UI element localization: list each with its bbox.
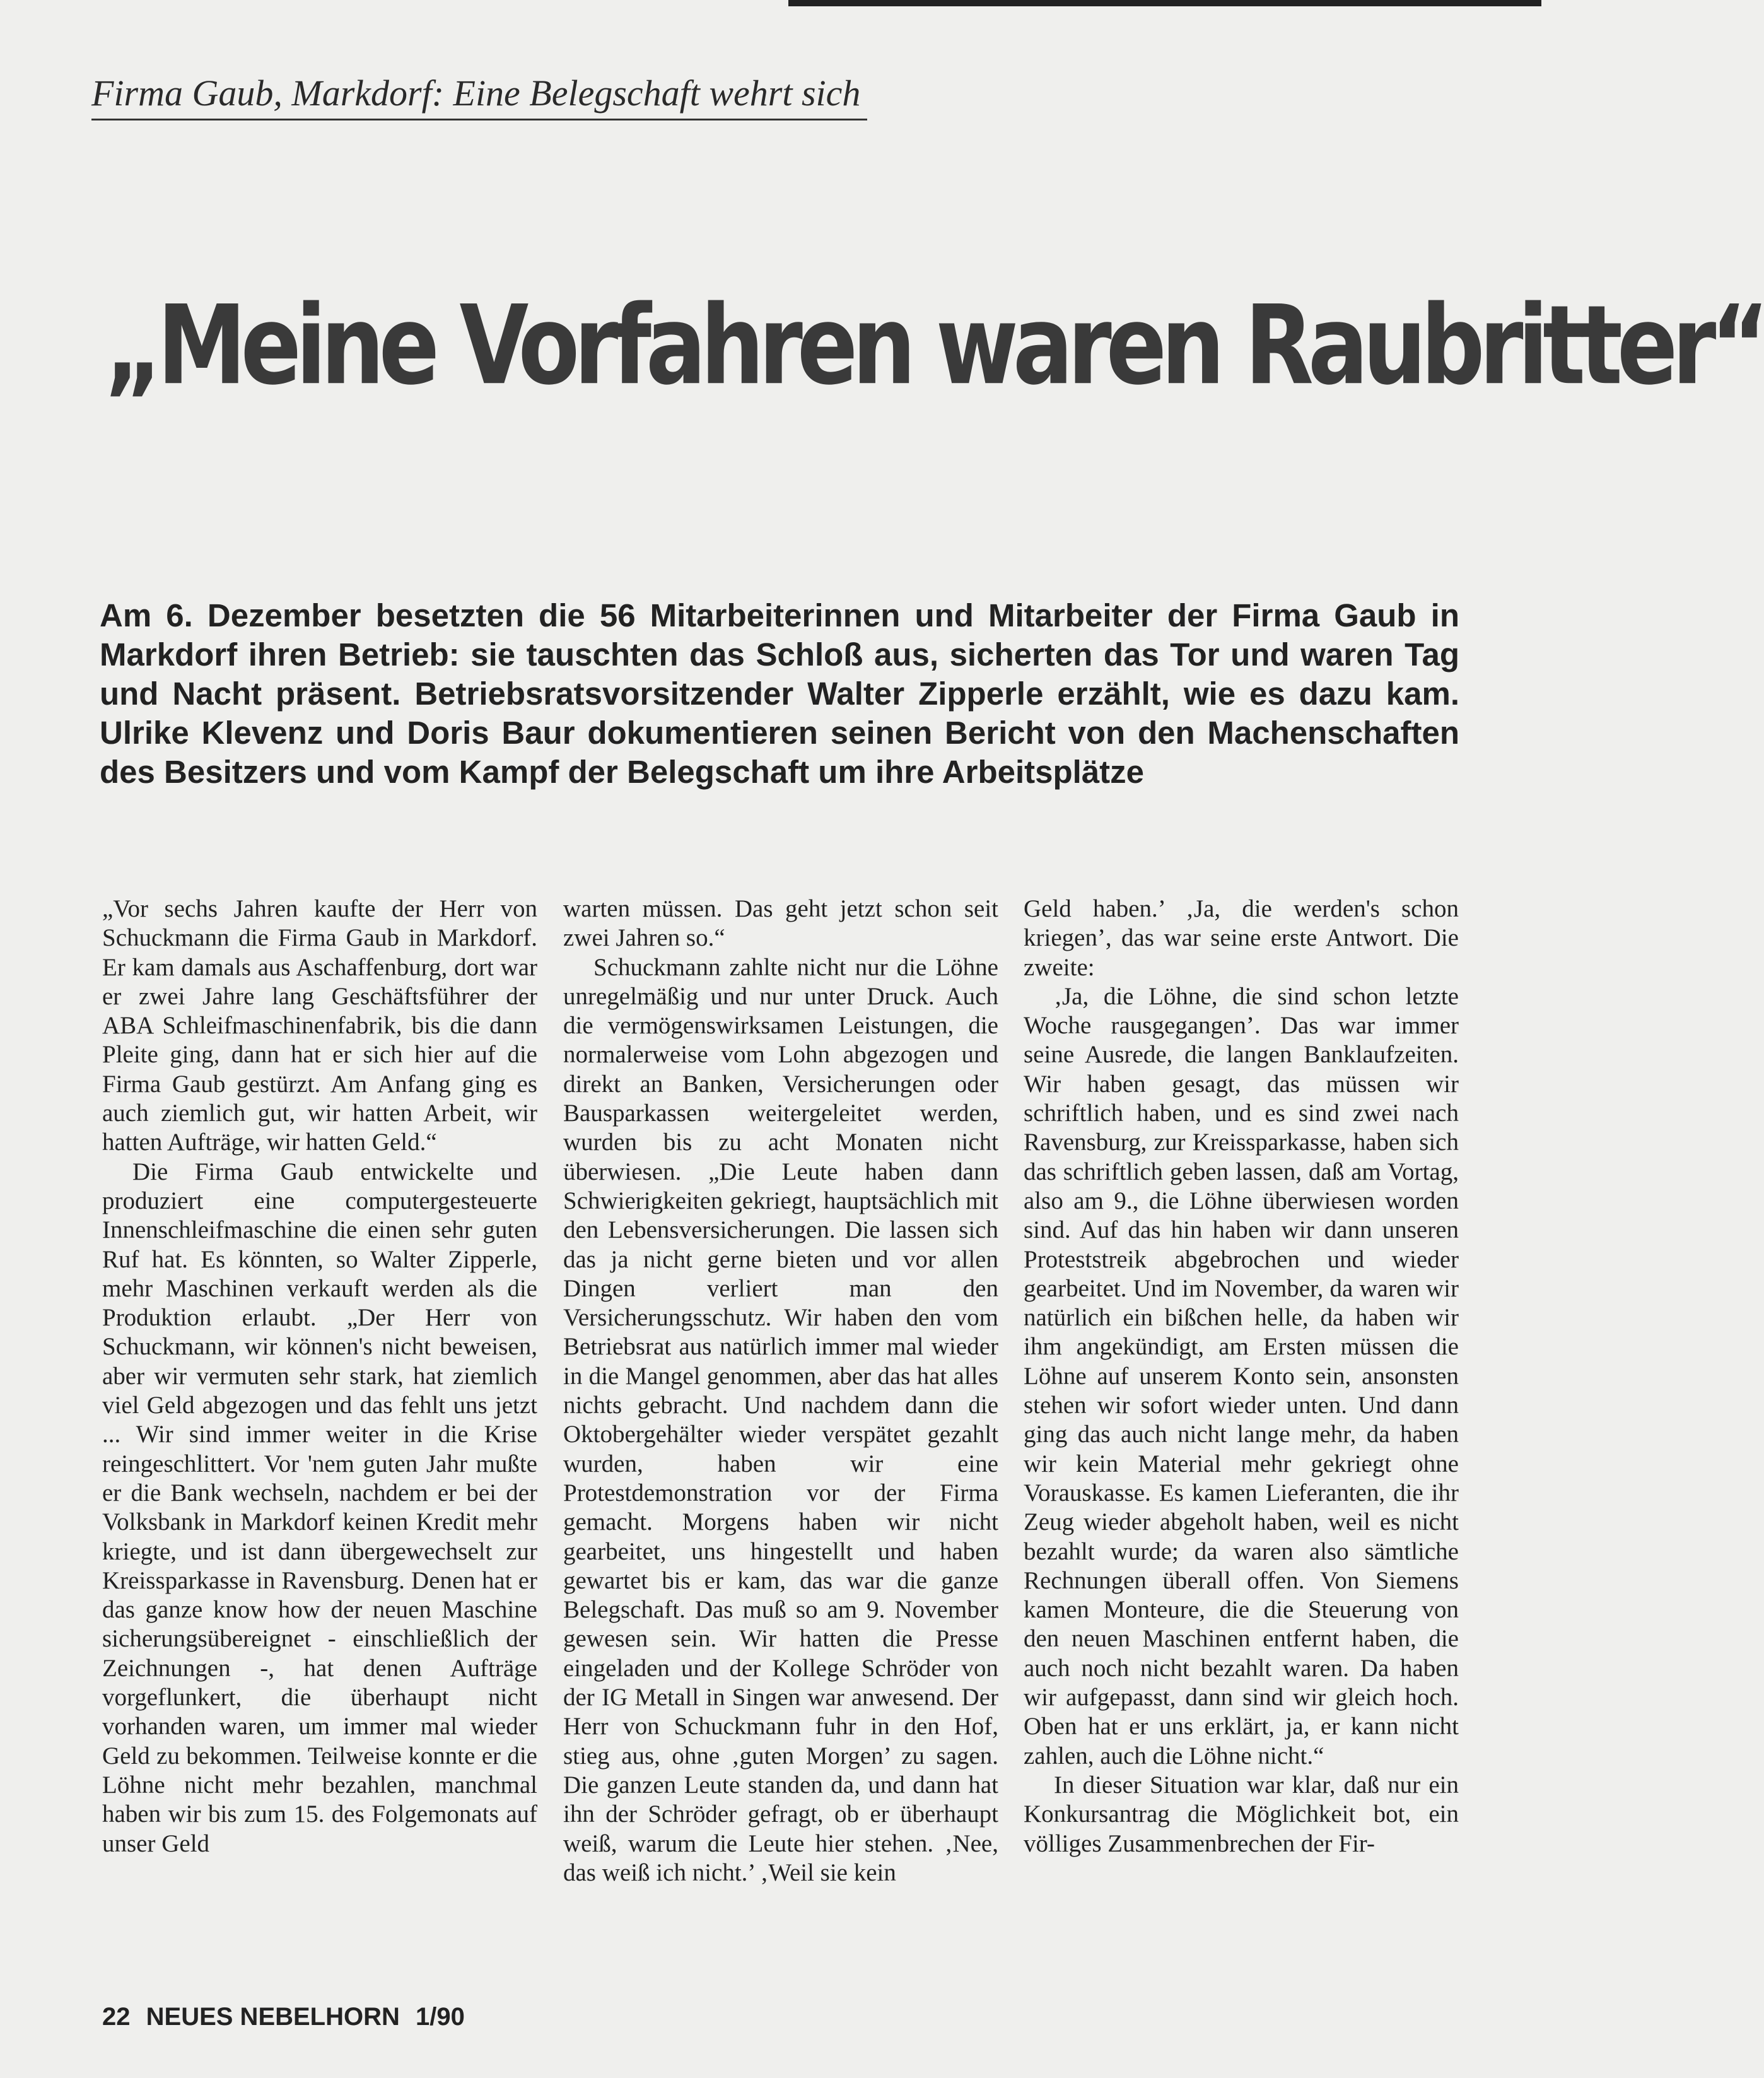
paragraph: Schuckmann zahlte nicht nur die Löhne unregelmäßig und nur unter Druck. Auch die vermögenswirksamen Leistungen, die normalerweise vom Lohn abgezogen und direkt an Banken, Versicherungen oder Bausparkassen weitergeleitet werden, wurden bis zu acht Monaten nicht überwiesen. „Die Leute haben dann Schwierigkeiten gekriegt, hauptsächlich mit den Lebensversicherungen. Die lassen sich das ja nicht gerne bieten und vor allen Dingen verliert man den Versicherungsschutz. Wir haben den vom Betriebsrat aus natürlich immer mal wieder in die Mangel genommen, aber das hat alles nichts gebracht. Und nachdem dann die Oktobergehälter wieder verspätet gezahlt wurden, haben wir eine Protestdemonstration vor der Firma gemacht. Morgens haben wir nicht gearbeitet, uns hingestellt und haben gewartet bis er kam, das war die ganze Belegschaft. Das muß so am 9. November gewesen sein. Wir hatten die Presse eingeladen und der Kollege Schröder von der IG Metall in Singen war anwesend. Der Herr von Schuckmann fuhr in den Hof, stieg aus, ohne ‚guten Morgen’ zu sagen. Die ganzen Leute standen da, und dann hat ihn der Schröder gefragt, ob er überhaupt weiß, warum die Leute hier stehen. ‚Nee, das weiß ich nicht.’ ‚Weil sie kein (563, 953, 998, 1886)
page-number: 22 (102, 2003, 131, 2031)
paragraph: Die Firma Gaub entwickelte und produziert eine computergesteuerte Innenschleifmaschine die einen sehr guten Ruf hat. Es könnten, so Walter Zipperle, mehr Maschinen verkauft werden als die Produktion erlaubt. „Der Herr von Schuckmann, wir können's nicht beweisen, aber wir vermuten sehr stark, hat ziemlich viel Geld abgezogen und das fehlt uns jetzt ... Wir sind immer weiter in die Krise reingeschlittert. Vor 'nem guten Jahr mußte er die Bank wechseln, nachdem er bei der Volksbank in Markdorf keinen Kredit mehr kriegte, und ist dann übergewechselt zur Kreissparkasse in Ravensburg. Denen hat er das ganze know how der neuen Maschine sicherungsübereignet - einschließlich der Zeichnungen -, hat denen Aufträge vorgeflunkert, die überhaupt nicht vorhanden waren, um immer mal wieder Geld zu bekommen. Teilweise konnte er die Löhne nicht mehr bezahlen, manchmal haben wir bis zum 15. des Folgemonats auf unser Geld (102, 1158, 537, 1857)
paragraph: In dieser Situation war klar, daß nur ein Konkursantrag die Möglichkeit bot, ein völliges Zusammenbrechen der Fir- (1024, 1771, 1459, 1857)
column-3 (1024, 895, 1459, 1858)
column-1 (102, 895, 537, 1858)
column-2 (563, 895, 998, 1887)
issue-number: 1/90 (416, 2003, 465, 2031)
paragraph: warten müssen. Das geht jetzt schon seit zwei Jahren so.“ (563, 895, 998, 952)
paragraph: „Vor sechs Jahren kaufte der Herr von Schuckmann die Firma Gaub in Markdorf. Er kam damals aus Aschaffenburg, dort war er zwei Jahre lang Geschäftsführer der ABA Schleifmaschinenfabrik, bis die dann Pleite ging, dann hat er sich hier auf die Firma Gaub gestürzt. Am Anfang ging es auch ziemlich gut, wir hatten Arbeit, wir hatten Aufträge, wir hatten Geld.“ (102, 895, 537, 1156)
headline: „Meine Vorfahren waren Raubritter“ (104, 282, 1764, 409)
paragraph: ‚Ja, die Löhne, die sind schon letzte Woche rausgegangen’. Das war immer seine Ausrede, die langen Banklaufzeiten. Wir haben gesagt, das müssen wir schriftlich haben, und es sind zwei nach Ravensburg, zur Kreissparkasse, haben sich das schriftlich geben lassen, daß am Vortag, also am 9., die Löhne überwiesen worden sind. Auf das hin haben wir dann unseren Proteststreik abgebrochen und wieder gearbeitet. Und im November, da waren wir natürlich ein bißchen helle, da haben wir ihm angekündigt, am Ersten müssen die Löhne auf unserem Konto sein, ansonsten stehen wir sofort wieder unten. Und dann ging das auch nicht lange mehr, da haben wir kein Material mehr gekriegt ohne Vorauskasse. Es kamen Lieferanten, die ihr Zeug wieder abgeholt haben, weil es nicht bezahlt wurde; da waren also sämtliche Rechnungen überall offen. Von Siemens kamen Monteure, die die Steuerung von den neuen Maschinen entfernt haben, die auch noch nicht bezahlt waren. Da haben wir aufgepasst, dann sind wir gleich hoch. Oben hat er uns erklärt, ja, er kann nicht zahlen, auch die Löhne nicht.“ (1024, 982, 1459, 1770)
top-edge-bar (788, 0, 1541, 6)
paragraph: Geld haben.’ ‚Ja, die werden's schon kriegen’, das war seine erste Antwort. Die zweite: (1024, 895, 1459, 981)
kicker-line: Firma Gaub, Markdorf: Eine Belegschaft wehrt sich (91, 68, 867, 120)
lead-paragraph: Am 6. Dezember besetzten die 56 Mitarbeiterinnen und Mitarbeiter der Firma Gaub in Markdorf ihren Betrieb: sie tauschten das Schloß aus, sicherten das Tor und waren Tag und Nacht präsent. Betriebsratsvorsitzender Walter Zipperle erzählt, wie es dazu kam. Ulrike Klevenz und Doris Baur dokumentieren seinen Bericht von den Machenschaften des Besitzers und vom Kampf der Belegschaft um ihre Arbeitsplätze (100, 597, 1459, 790)
page-footer (102, 2003, 474, 2031)
magazine-name: NEUES NEBELHORN (146, 2003, 400, 2031)
